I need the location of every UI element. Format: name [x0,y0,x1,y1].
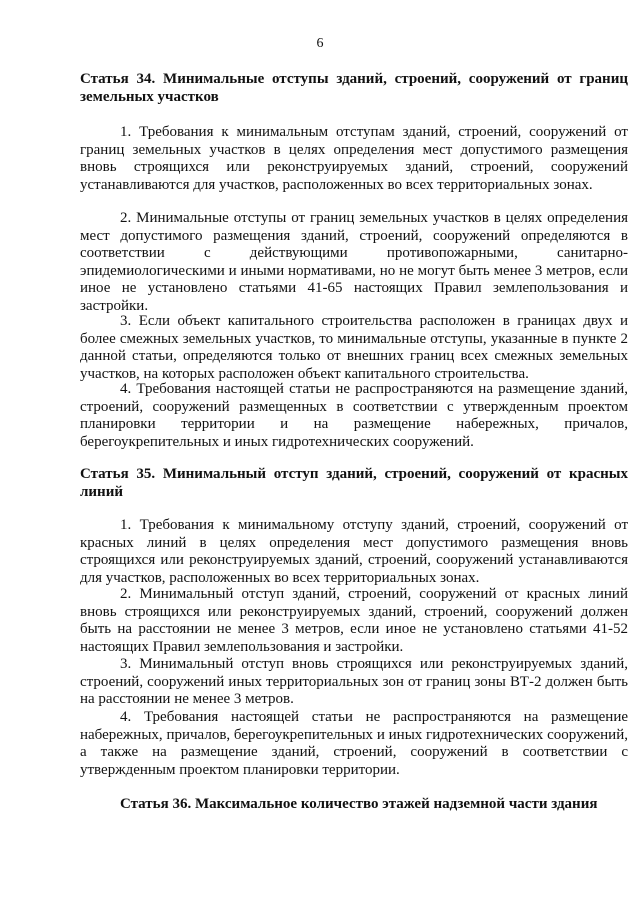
article-34-paragraph-3: 3. Если объект капитального строительства расположен в границах двух и более смежных земельных участков, то минимальные отступы, указанные в пункте 2 данной статьи, определяются только от внешних границ всех смежных земельных участков, на которых расположен объект капитального строительства. [80,313,628,382]
article-35-title: Статья 35. Минимальный отступ зданий, строений, сооружений от красных линий [80,466,628,500]
article-34-paragraph-4: 4. Требования настоящей статьи не распространяются на размещение зданий, строений, сооружений размещенных в соответствии с утвержденным проектом планировки территории и на размещение набережных, причалов, берегоукрепительных и иных гидротехнических сооружений. [80,381,628,450]
page-number: 6 [316,36,324,51]
article-35-paragraph-3: 3. Минимальный отступ вновь строящихся или реконструируемых зданий, строений, сооружений иных территориальных зон от границ зоны ВТ-2 должен быть на расстоянии не менее 3 метров. [80,656,628,708]
article-35-paragraph-2: 2. Минимальный отступ зданий, строений, сооружений от красных линий вновь строящихся или реконструируемых зданий, строений, сооружений должен быть на расстоянии не менее 3 метров, если иное не установлено статьями 41-52 настоящих Правил землепользования и застройки. [80,586,628,655]
article-35-paragraph-1: 1. Требования к минимальному отступу зданий, строений, сооружений от красных линий в целях определения мест допустимого размещения вновь строящихся или реконструируемых зданий, строений, сооружений устанавливаются для участков, расположенных во всех территориальных зонах. [80,517,628,586]
article-34-title: Статья 34. Минимальные отступы зданий, строений, сооружений от границ земельных участков [80,71,628,105]
article-35-paragraph-4: 4. Требования настоящей статьи не распространяются на размещение набережных, причалов, берегоукрепительных и иных гидротехнических сооружений, а также на размещение зданий, строений, сооружений в соответствии с утвержденным проектом планировки территории. [80,709,628,778]
article-34-paragraph-1: 1. Требования к минимальным отступам зданий, строений, сооружений от границ земельных участков в целях определения мест допустимого размещения вновь строящихся или реконструируемых зданий, строений, сооружений устанавливаются для участков, расположенных во всех территориальных зонах. [80,124,628,193]
article-34-paragraph-2: 2. Минимальные отступы от границ земельных участков в целях определения мест допустимого размещения зданий, строений, сооружений определяются в соответствии с действующими противопожарными, санитарно-эпидемиологическими и иными нормативами, но не могут быть менее 3 метров, если иное не установлено статьями 41-65 настоящих Правил землепользования и застройки. [80,210,628,314]
article-36-title: Статья 36. Максимальное количество этажей надземной части здания [120,796,598,812]
